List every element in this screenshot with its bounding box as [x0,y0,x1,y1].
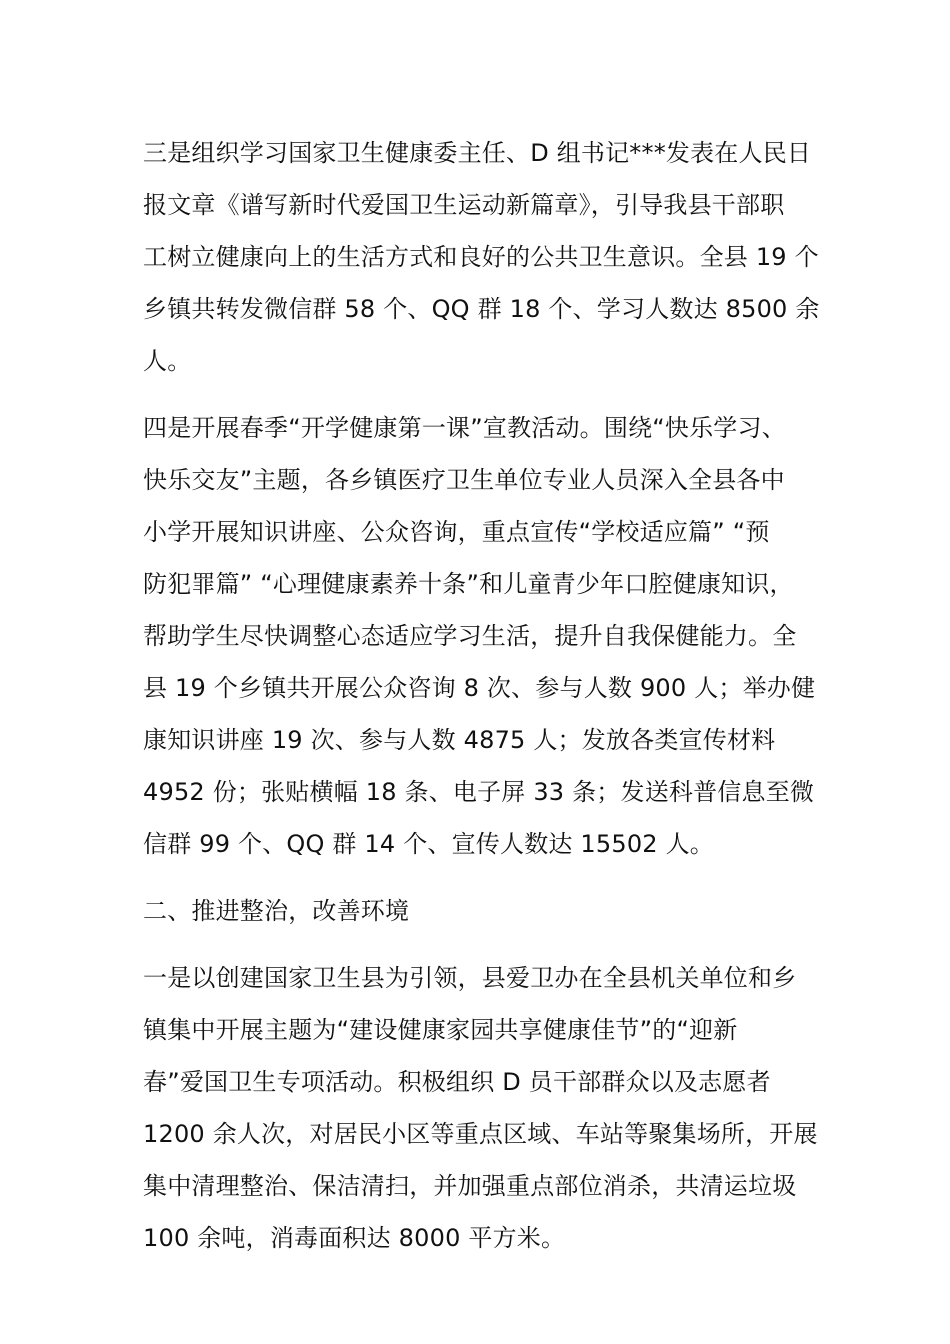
text-line: 康知识讲座 19 次、参与人数 4875 人；发放各类宣传材料 [143,726,776,754]
text-line: 100 余吨，消毒面积达 8000 平方米。 [143,1224,566,1252]
paragraph-cleanup-campaign [143,952,818,1264]
section-title: 二、推进整治，改善环境 [143,897,410,925]
paragraph-school-health-lesson [143,402,816,870]
text-line: 信群 99 个、QQ 群 14 个、宣传人数达 15502 人。 [143,830,715,858]
text-line: 人。 [143,347,192,375]
text-line: 快乐交友”主题，各乡镇医疗卫生单位专业人员深入全县各中 [143,466,785,494]
text-line: 报文章《谱写新时代爱国卫生运动新篇章》，引导我县干部职 [143,191,785,219]
paragraph-study-campaign [143,127,820,387]
document-page [143,127,820,1279]
text-line: 4952 份；张贴横幅 18 条、电子屏 33 条；发送科普信息至微 [143,778,815,806]
text-line: 一是以创建国家卫生县为引领，县爱卫办在全县机关单位和乡 [143,964,797,992]
text-line: 镇集中开展主题为“建设健康家园共享健康佳节”的“迎新 [143,1016,738,1044]
text-line: 集中清理整治、保洁清扫，并加强重点部位消杀，共清运垃圾 [143,1172,797,1200]
text-line: 工树立健康向上的生活方式和良好的公共卫生意识。全县 19 个 [143,243,819,271]
text-line: 县 19 个乡镇共开展公众咨询 8 次、参与人数 900 人；举办健 [143,674,816,702]
section-heading [143,885,813,937]
text-line: 小学开展知识讲座、公众咨询，重点宣传“学校适应篇” “预 [143,518,770,546]
text-line: 帮助学生尽快调整心态适应学习生活，提升自我保健能力。全 [143,622,797,650]
text-line: 防犯罪篇” “心理健康素养十条”和儿童青少年口腔健康知识， [143,570,794,598]
text-line: 1200 余人次，对居民小区等重点区域、车站等聚集场所，开展 [143,1120,818,1148]
text-line: 春”爱国卫生专项活动。积极组织 D 员干部群众以及志愿者 [143,1068,771,1096]
text-line: 乡镇共转发微信群 58 个、QQ 群 18 个、学习人数达 8500 余 [143,295,820,323]
text-line: 四是开展春季“开学健康第一课”宣教活动。围绕“快乐学习、 [143,414,786,442]
text-line: 三是组织学习国家卫生健康委主任、D 组书记***发表在人民日 [143,139,812,167]
